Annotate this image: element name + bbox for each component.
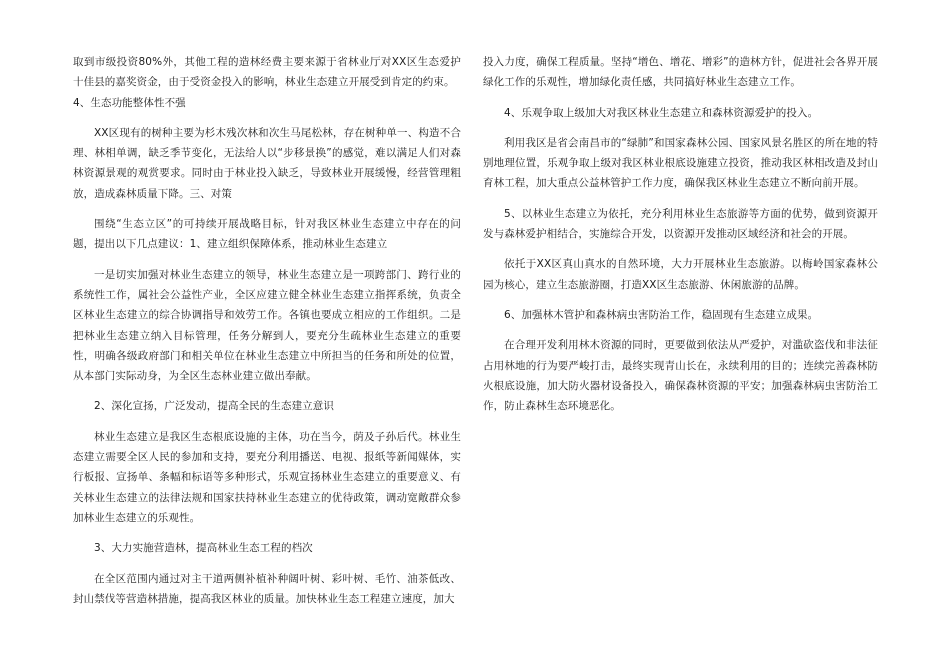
paragraph-afforestation-measures: 在全区范围内通过对主干道两侧补植补种阔叶树、彩叶树、毛竹、油茶低改、封山禁伐等营造林措施，提高我区林业的质量。加快林业生态工程建立速度，加大 — [73, 572, 461, 605]
heading-ecological-function: 4、生态功能整体性不强 — [73, 96, 186, 109]
paragraph-funding-note: 取到市级投资80%外，其他工程的造林经费主要来源于省林业厅对XX区生态爱护十佳县的嘉奖资金，由于受资金投入的影响，林业生态建立开展受到肯定的约束。 — [73, 56, 461, 89]
paragraph-protection-measures: 在合理开发利用林木资源的同时，更要做到依法从严爱护，对滥砍盗伐和非法征占用林地的行为要严峻打击，最终实现青山长在，永续利用的目的；连续完善森林防火根底设施，加大防火器材设备投入，确保森林资源的平安；加强森林病虫害防治工作，防止森林生态环境恶化。 — [483, 339, 878, 413]
paragraph-tree-species: XX区现有的树种主要为杉木残次林和次生马尾松林，存在树种单一、构造不合理、林相单调，缺乏季节变化，无法给人以“步移景换”的感觉，难以满足人们对森林资源景观的观赏要求。同时由于林业投入缺乏，导致林业开展缓慢，经营管理粗放，造成森林质量下降。三、对策 — [73, 126, 461, 200]
heading-publicity: 2、深化宣扬，广泛发动，提高全民的生态建立意识 — [94, 400, 334, 413]
paragraph-strategy-goal: 围绕“生态立区”的可持续开展战略目标，针对我区林业生态建立中存在的问题，提出以下几点建议：1、建立组织保障体系，推动林业生态建立 — [73, 218, 461, 251]
left-column — [73, 52, 461, 619]
paragraph-public-participation: 林业生态建立是我区生态根底设施的主体，功在当今，荫及子孙后代。林业生态建立需要全区人民的参加和支持，要充分利用播送、电视、报纸等新闻媒体，实行板报、宣扬单、条幅和标语等多种形式，乐观宣扬林业生态建立的重要意义、有关林业生态建立的法律法规和国家扶持林业生态建立的优待政策，调动宽敞群众参加林业生态建立的乐观性。 — [73, 430, 461, 524]
heading-forest-protection: 6、加强林木管护和森林病虫害防治工作，稳固现有生态建立成果。 — [504, 308, 819, 321]
heading-superior-investment: 4、乐观争取上级加大对我区林业生态建立和森林资源爱护的投入。 — [504, 106, 819, 119]
heading-afforestation: 3、大力实施营造林，提高林业生态工程的档次 — [94, 542, 313, 555]
right-column — [483, 52, 878, 426]
paragraph-leadership: 一是切实加强对林业生态建立的领导，林业生态建立是一项跨部门、跨行业的系统性工作，属社会公益性产业，全区应建立健全林业生态建立指挥系统，负责全区林业生态建立的综合协调指导和效劳工作。各镇也要成立相应的工作组织。二是把林业生态建立纳入目标管理，任务分解到人，要充分生疏林业生态建立的重要性，明确各级政府部门和相关单位在林业生态建立中所担当的任务和所处的位置，从本部门实际动身，为全区生态林业建立做出奉献。 — [73, 268, 461, 383]
paragraph-investment-continued: 投入力度，确保工程质量。坚持“增色、增花、增彩”的造林方针，促进社会各界开展绿化工作的乐观性，增加绿化责任感，共同搞好林业生态建立工作。 — [483, 56, 878, 89]
heading-eco-tourism: 5、以林业生态建立为依托，充分利用林业生态旅游等方面的优势，做到资源开发与森林爱护相结合，实施综合开发，以资源开发推动区域经济和社会的开展。 — [483, 207, 878, 241]
paragraph-meiling-park: 依托于XX区真山真水的自然环境，大力开展林业生态旅游。以梅岭国家森林公园为核心，建立生态旅游圈，打造XX区生态旅游、休闲旅游的品牌。 — [483, 258, 878, 291]
paragraph-green-lung: 利用我区是省会南昌市的“绿肺”和国家森林公园、国家风景名胜区的所在地的特别地理位置，乐观争取上级对我区林业根底设施建立投资，推动我区林相改造及封山育林工程，加大重点公益林管护工作力度，确保我区林业生态建立不断向前开展。 — [483, 136, 878, 190]
